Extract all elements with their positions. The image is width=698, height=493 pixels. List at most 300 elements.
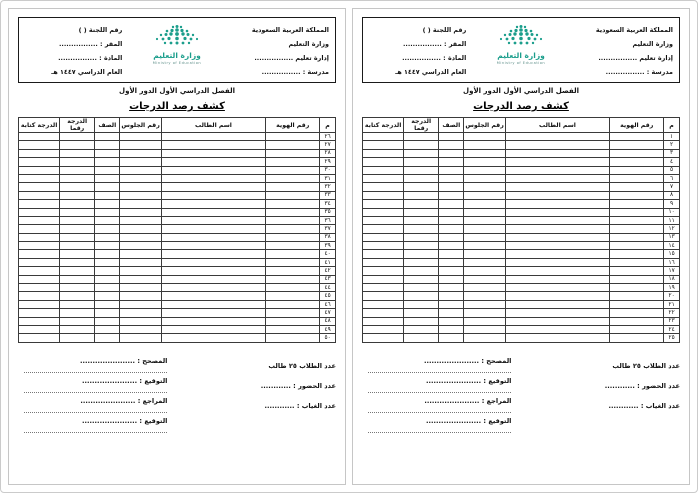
row-number-cell: ٤٥ <box>320 292 336 300</box>
row-number-cell: ٤٦ <box>320 300 336 308</box>
empty-cell <box>161 267 266 275</box>
row-number-cell: ٣٠ <box>320 166 336 174</box>
empty-cell <box>19 216 60 224</box>
empty-cell <box>404 233 439 241</box>
empty-cell <box>363 292 404 300</box>
table-row <box>19 309 336 317</box>
table-row <box>363 200 680 208</box>
empty-cell <box>19 191 60 199</box>
empty-cell <box>266 225 320 233</box>
grades-table-body <box>19 133 336 343</box>
empty-cell <box>610 174 664 182</box>
empty-cell <box>464 325 505 333</box>
empty-cell <box>363 275 404 283</box>
row-number-cell: ٣٧ <box>320 225 336 233</box>
empty-cell <box>60 309 95 317</box>
empty-cell <box>464 183 505 191</box>
empty-cell <box>95 275 120 283</box>
empty-cell <box>19 275 60 283</box>
empty-cell <box>60 158 95 166</box>
empty-cell <box>439 292 464 300</box>
table-row <box>363 284 680 292</box>
committee-number-line: رقم اللجنة ( ) <box>78 26 123 34</box>
empty-cell <box>266 166 320 174</box>
empty-cell <box>404 191 439 199</box>
moe-logo-icon <box>493 24 549 46</box>
table-row <box>19 158 336 166</box>
empty-cell <box>120 284 161 292</box>
reviewer-line: المراجع : ...................... <box>368 396 511 413</box>
row-number-cell: ١٤ <box>664 242 680 250</box>
header-logo-block <box>469 23 572 66</box>
empty-cell <box>439 258 464 266</box>
empty-cell <box>120 141 161 149</box>
empty-cell <box>363 250 404 258</box>
empty-cell <box>19 174 60 182</box>
table-row <box>19 183 336 191</box>
empty-cell <box>161 191 266 199</box>
row-number-cell: ١٨ <box>664 275 680 283</box>
empty-cell <box>505 166 610 174</box>
empty-cell <box>95 292 120 300</box>
empty-cell <box>505 292 610 300</box>
empty-cell <box>404 309 439 317</box>
row-number-cell: ٢٤ <box>664 325 680 333</box>
empty-cell <box>95 300 120 308</box>
empty-cell <box>266 183 320 191</box>
moe-logo-icon <box>149 24 205 46</box>
col-student-name: اسم الطالب <box>161 118 266 133</box>
empty-cell <box>464 225 505 233</box>
empty-cell <box>610 183 664 191</box>
table-row <box>363 216 680 224</box>
table-row <box>363 225 680 233</box>
empty-cell <box>95 133 120 141</box>
col-class: الصف <box>439 118 464 133</box>
empty-cell <box>266 258 320 266</box>
empty-cell <box>60 233 95 241</box>
row-number-cell: ٥٠ <box>320 334 336 342</box>
empty-cell <box>610 275 664 283</box>
kingdom-line: المملكة العربية السعودية <box>251 26 329 34</box>
empty-cell <box>161 300 266 308</box>
empty-cell <box>464 200 505 208</box>
empty-cell <box>120 225 161 233</box>
empty-cell <box>505 275 610 283</box>
empty-cell <box>266 174 320 182</box>
school-line: مدرسة : ................ <box>261 68 329 76</box>
empty-cell <box>363 258 404 266</box>
col-number: م <box>664 118 680 133</box>
row-number-cell: ٢١ <box>664 300 680 308</box>
table-row <box>19 275 336 283</box>
school-line: مدرسة : ................ <box>605 68 673 76</box>
empty-cell <box>120 216 161 224</box>
empty-cell <box>266 317 320 325</box>
empty-cell <box>404 317 439 325</box>
empty-cell <box>439 149 464 157</box>
empty-cell <box>505 141 610 149</box>
empty-cell <box>120 208 161 216</box>
table-row <box>363 191 680 199</box>
empty-cell <box>120 300 161 308</box>
empty-cell <box>60 325 95 333</box>
row-number-cell: ١٣ <box>664 233 680 241</box>
col-grade-written: الدرجة كتابة <box>363 118 404 133</box>
table-row <box>19 267 336 275</box>
empty-cell <box>266 325 320 333</box>
empty-cell <box>505 191 610 199</box>
empty-cell <box>161 275 266 283</box>
empty-cell <box>363 183 404 191</box>
table-row <box>363 158 680 166</box>
attendance-count-line: عدد الحضور : ............ <box>604 381 680 390</box>
education-admin-line: إدارة تعليم ................ <box>254 54 329 62</box>
empty-cell <box>464 317 505 325</box>
signature-line-1: التوقيع : ...................... <box>368 376 511 393</box>
empty-cell <box>464 149 505 157</box>
empty-cell <box>363 267 404 275</box>
empty-cell <box>120 166 161 174</box>
col-number: م <box>320 118 336 133</box>
empty-cell <box>19 200 60 208</box>
empty-cell <box>120 292 161 300</box>
empty-cell <box>439 225 464 233</box>
empty-cell <box>161 233 266 241</box>
empty-cell <box>60 216 95 224</box>
page-title: كشف رصد الدرجات <box>473 101 569 112</box>
row-number-cell: ٢٩ <box>320 158 336 166</box>
table-row <box>363 292 680 300</box>
table-row <box>363 208 680 216</box>
empty-cell <box>19 141 60 149</box>
empty-cell <box>404 141 439 149</box>
empty-cell <box>95 325 120 333</box>
empty-cell <box>19 242 60 250</box>
empty-cell <box>266 275 320 283</box>
empty-cell <box>505 284 610 292</box>
table-row <box>363 174 680 182</box>
empty-cell <box>464 300 505 308</box>
empty-cell <box>60 317 95 325</box>
table-row <box>19 292 336 300</box>
empty-cell <box>439 300 464 308</box>
empty-cell <box>120 174 161 182</box>
empty-cell <box>363 325 404 333</box>
table-row <box>19 166 336 174</box>
empty-cell <box>60 250 95 258</box>
empty-cell <box>464 284 505 292</box>
row-number-cell: ٤٣ <box>320 275 336 283</box>
empty-cell <box>505 250 610 258</box>
empty-cell <box>610 133 664 141</box>
empty-cell <box>363 284 404 292</box>
empty-cell <box>464 174 505 182</box>
semester-term-line: الفصل الدراسي الأول الدور الأول <box>463 87 579 95</box>
empty-cell <box>161 284 266 292</box>
empty-cell <box>363 334 404 342</box>
empty-cell <box>363 133 404 141</box>
empty-cell <box>60 166 95 174</box>
empty-cell <box>610 208 664 216</box>
header-right-block <box>232 23 329 79</box>
header-logo-block <box>125 23 228 66</box>
empty-cell <box>610 166 664 174</box>
empty-cell <box>161 174 266 182</box>
empty-cell <box>505 300 610 308</box>
logo-title: وزارة التعليم <box>497 51 545 60</box>
absence-count-line: عدد الغياب : ............ <box>608 401 680 410</box>
empty-cell <box>610 149 664 157</box>
table-row <box>19 300 336 308</box>
committee-number-line: رقم اللجنة ( ) <box>422 26 467 34</box>
empty-cell <box>19 284 60 292</box>
empty-cell <box>60 133 95 141</box>
table-row <box>19 334 336 342</box>
col-id-number: رقم الهوية <box>610 118 664 133</box>
empty-cell <box>161 200 266 208</box>
col-grade-written: الدرجة كتابة <box>19 118 60 133</box>
empty-cell <box>95 158 120 166</box>
row-number-cell: ١٠ <box>664 208 680 216</box>
table-row <box>363 300 680 308</box>
empty-cell <box>464 216 505 224</box>
empty-cell <box>95 149 120 157</box>
empty-cell <box>95 317 120 325</box>
empty-cell <box>610 258 664 266</box>
empty-cell <box>266 141 320 149</box>
empty-cell <box>161 158 266 166</box>
row-number-cell: ٧ <box>664 183 680 191</box>
row-number-cell: ٣٤ <box>320 200 336 208</box>
empty-cell <box>120 158 161 166</box>
row-number-cell: ٣٩ <box>320 242 336 250</box>
empty-cell <box>505 325 610 333</box>
empty-cell <box>404 258 439 266</box>
empty-cell <box>120 250 161 258</box>
empty-cell <box>60 292 95 300</box>
empty-cell <box>95 174 120 182</box>
empty-cell <box>19 258 60 266</box>
empty-cell <box>95 166 120 174</box>
table-row <box>19 317 336 325</box>
row-number-cell: ٤١ <box>320 258 336 266</box>
empty-cell <box>120 325 161 333</box>
empty-cell <box>404 267 439 275</box>
semester-term-line: الفصل الدراسي الأول الدور الأول <box>119 87 235 95</box>
row-number-cell: ٢٢ <box>664 309 680 317</box>
empty-cell <box>120 309 161 317</box>
table-row <box>363 258 680 266</box>
empty-cell <box>60 300 95 308</box>
empty-cell <box>161 292 266 300</box>
ministry-line: وزارة التعليم <box>632 40 673 48</box>
empty-cell <box>610 225 664 233</box>
empty-cell <box>363 208 404 216</box>
row-number-cell: ٨ <box>664 191 680 199</box>
empty-cell <box>95 284 120 292</box>
table-row <box>363 242 680 250</box>
empty-cell <box>60 200 95 208</box>
empty-cell <box>439 309 464 317</box>
row-number-cell: ١٢ <box>664 225 680 233</box>
header-right-block <box>576 23 673 79</box>
table-row <box>363 334 680 342</box>
empty-cell <box>363 158 404 166</box>
empty-cell <box>404 166 439 174</box>
empty-cell <box>505 317 610 325</box>
empty-cell <box>404 225 439 233</box>
empty-cell <box>60 284 95 292</box>
empty-cell <box>161 208 266 216</box>
empty-cell <box>19 325 60 333</box>
empty-cell <box>404 174 439 182</box>
row-number-cell: ٣٨ <box>320 233 336 241</box>
empty-cell <box>610 250 664 258</box>
empty-cell <box>120 133 161 141</box>
empty-cell <box>464 242 505 250</box>
empty-cell <box>505 225 610 233</box>
empty-cell <box>161 225 266 233</box>
empty-cell <box>266 242 320 250</box>
empty-cell <box>266 216 320 224</box>
row-number-cell: ٣٢ <box>320 183 336 191</box>
row-number-cell: ٢٦ <box>320 133 336 141</box>
empty-cell <box>404 292 439 300</box>
grades-table <box>362 117 680 343</box>
empty-cell <box>19 133 60 141</box>
empty-cell <box>610 284 664 292</box>
empty-cell <box>161 334 266 342</box>
academic-year-line: العام الدراسي ١٤٤٧ هـ <box>51 68 123 76</box>
empty-cell <box>464 191 505 199</box>
empty-cell <box>439 242 464 250</box>
empty-cell <box>610 267 664 275</box>
sheet-footer <box>18 356 336 436</box>
empty-cell <box>404 208 439 216</box>
empty-cell <box>363 233 404 241</box>
empty-cell <box>363 174 404 182</box>
empty-cell <box>95 225 120 233</box>
empty-cell <box>95 250 120 258</box>
row-number-cell: ١٧ <box>664 267 680 275</box>
empty-cell <box>464 258 505 266</box>
empty-cell <box>439 233 464 241</box>
empty-cell <box>439 334 464 342</box>
empty-cell <box>505 334 610 342</box>
empty-cell <box>120 267 161 275</box>
empty-cell <box>120 275 161 283</box>
table-row <box>19 284 336 292</box>
row-number-cell: ١١ <box>664 216 680 224</box>
table-row <box>19 149 336 157</box>
empty-cell <box>95 242 120 250</box>
empty-cell <box>505 233 610 241</box>
row-number-cell: ٢٥ <box>664 334 680 342</box>
row-number-cell: ٣١ <box>320 174 336 182</box>
row-number-cell: ٢٣ <box>664 317 680 325</box>
empty-cell <box>120 334 161 342</box>
row-number-cell: ٣٥ <box>320 208 336 216</box>
empty-cell <box>505 258 610 266</box>
logo-title: وزارة التعليم <box>153 51 201 60</box>
empty-cell <box>464 250 505 258</box>
row-number-cell: ٣٦ <box>320 216 336 224</box>
row-number-cell: ٤٤ <box>320 284 336 292</box>
empty-cell <box>120 233 161 241</box>
empty-cell <box>404 149 439 157</box>
empty-cell <box>60 208 95 216</box>
table-row <box>363 166 680 174</box>
footer-signatures-block <box>18 356 167 436</box>
empty-cell <box>60 141 95 149</box>
venue-line: المقر : ................ <box>402 40 467 48</box>
empty-cell <box>464 309 505 317</box>
empty-cell <box>404 216 439 224</box>
row-number-cell: ٢٧ <box>320 141 336 149</box>
table-row <box>363 250 680 258</box>
subject-line: المادة : ................ <box>402 54 467 62</box>
col-class: الصف <box>95 118 120 133</box>
header-left-block <box>25 23 122 79</box>
empty-cell <box>363 242 404 250</box>
table-row <box>19 325 336 333</box>
empty-cell <box>95 334 120 342</box>
empty-cell <box>120 242 161 250</box>
empty-cell <box>95 233 120 241</box>
row-number-cell: ٢ <box>664 141 680 149</box>
empty-cell <box>95 183 120 191</box>
empty-cell <box>464 158 505 166</box>
empty-cell <box>120 149 161 157</box>
row-number-cell: ٤ <box>664 158 680 166</box>
empty-cell <box>266 309 320 317</box>
empty-cell <box>266 158 320 166</box>
row-number-cell: ٦ <box>664 174 680 182</box>
empty-cell <box>19 166 60 174</box>
empty-cell <box>266 284 320 292</box>
empty-cell <box>505 183 610 191</box>
header-box <box>362 17 680 83</box>
ministry-line: وزارة التعليم <box>288 40 329 48</box>
empty-cell <box>610 292 664 300</box>
table-row <box>19 208 336 216</box>
venue-line: المقر : ................ <box>58 40 123 48</box>
empty-cell <box>404 284 439 292</box>
empty-cell <box>610 233 664 241</box>
table-row <box>19 133 336 141</box>
students-count-line: عدد الطلاب ٢٥ طالب <box>268 361 336 370</box>
empty-cell <box>19 267 60 275</box>
absence-count-line: عدد الغياب : ............ <box>264 401 336 410</box>
empty-cell <box>404 334 439 342</box>
table-row <box>19 250 336 258</box>
empty-cell <box>439 166 464 174</box>
empty-cell <box>363 300 404 308</box>
row-number-cell: ١٥ <box>664 250 680 258</box>
table-row <box>19 174 336 182</box>
empty-cell <box>439 133 464 141</box>
empty-cell <box>60 242 95 250</box>
empty-cell <box>60 174 95 182</box>
empty-cell <box>505 200 610 208</box>
grades-table-header <box>363 118 680 133</box>
col-id-number: رقم الهوية <box>266 118 320 133</box>
empty-cell <box>505 174 610 182</box>
empty-cell <box>19 292 60 300</box>
empty-cell <box>266 267 320 275</box>
empty-cell <box>161 258 266 266</box>
